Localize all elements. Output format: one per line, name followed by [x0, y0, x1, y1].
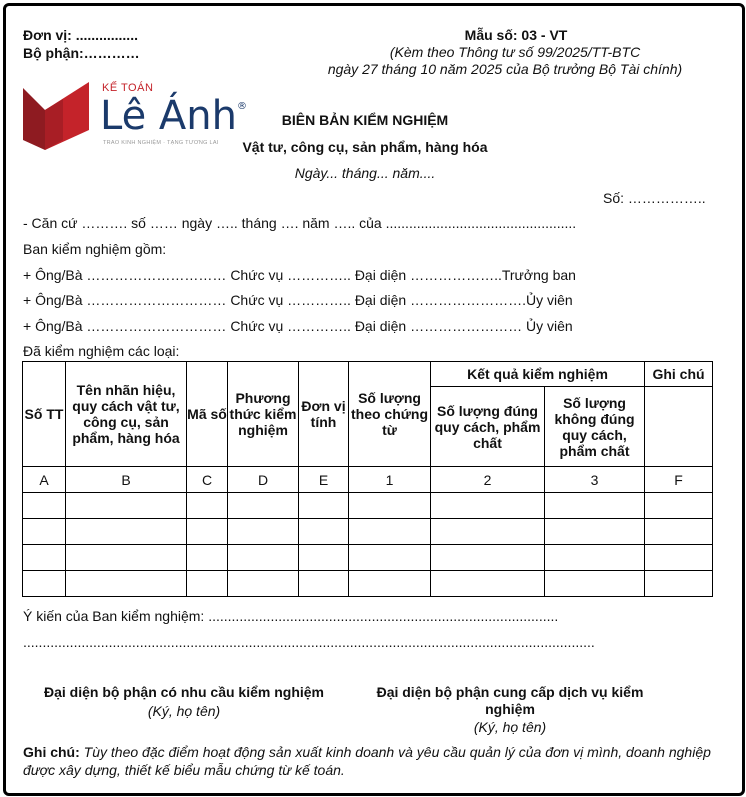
member-line-1: + Ông/Bà ………………………… Chức vụ ………….. Đại diện ………………..Trưởng ban [23, 267, 576, 283]
basis-line: - Căn cứ ………. số …… ngày ….. tháng …. năm ….. của ................................................. [23, 215, 577, 231]
header-code: Mã số [187, 362, 228, 467]
logo-top-text: KẾ TOÁN [102, 82, 154, 94]
header-qty-not-ok: Số lượng không đúng quy cách, phẩm chất [545, 387, 645, 467]
footnote [23, 743, 713, 779]
circular-date: ngày 27 tháng 10 năm 2025 của Bộ trưởng Bộ Tài chính) [327, 61, 683, 77]
header-unit: Đơn vị tính [299, 362, 349, 467]
logo-mark-icon [23, 82, 93, 152]
header-item-name: Tên nhãn hiệu, quy cách vật tư, công cụ, sản phẩm, hàng hóa [66, 362, 187, 467]
department-field: Bộ phận:………… [23, 45, 140, 61]
col-letter: C [187, 467, 228, 493]
col-letter: B [66, 467, 187, 493]
document-number: Số: …………….. [603, 190, 706, 206]
header-qty-ok: Số lượng đúng quy cách, phẩm chất [431, 387, 545, 467]
header-note: Ghi chú [645, 362, 713, 387]
logo-name-text: Lê Ánh [100, 93, 237, 139]
header-qty-document: Số lượng theo chứng từ [349, 362, 431, 467]
col-letter: D [228, 467, 299, 493]
committee-opinion-line-2: ................................................................................................................................................... [23, 634, 595, 650]
table-row [23, 519, 713, 545]
logo-name [100, 93, 247, 139]
col-letter: F [645, 467, 713, 493]
signature-right-title: Đại diện bộ phận cung cấp dịch vụ kiểm nghiệm [376, 684, 644, 717]
col-letter: 1 [349, 467, 431, 493]
header-result-group: Kết quả kiểm nghiệm [431, 362, 645, 387]
col-letter: 3 [545, 467, 645, 493]
registered-mark: ® [236, 100, 247, 112]
committee-opinion: Ý kiến của Ban kiểm nghiệm: .......................................................................................... [23, 608, 559, 624]
date-line: Ngày... tháng... năm.... [294, 165, 436, 181]
header-stt: Số TT [23, 362, 66, 467]
table-row [23, 571, 713, 597]
col-letter: 2 [431, 467, 545, 493]
committee-label: Ban kiểm nghiệm gồm: [23, 241, 167, 257]
signature-left-title: Đại diện bộ phận có nhu cầu kiểm nghiệm [43, 684, 325, 700]
signature-right-note: (Ký, họ tên) [473, 719, 547, 735]
member-line-2: + Ông/Bà ………………………… Chức vụ ………….. Đại diện …………………….Ủy viên [23, 292, 573, 308]
document-subtitle: Vật tư, công cụ, sản phẩm, hàng hóa [242, 139, 488, 155]
document-title: BIÊN BẢN KIỂM NGHIỆM [281, 112, 449, 128]
header-method: Phương thức kiểm nghiệm [228, 362, 299, 467]
member-line-3: + Ông/Bà ………………………… Chức vụ ………….. Đại diện …………………… Ủy viên [23, 318, 573, 334]
table-row [23, 545, 713, 571]
inspected-label: Đã kiểm nghiệm các loại: [23, 343, 180, 359]
form-number: Mẫu số: 03 - VT [464, 27, 568, 43]
signature-left-note: (Ký, họ tên) [147, 703, 221, 719]
footnote-label: Ghi chú: [23, 744, 80, 760]
col-letter: E [299, 467, 349, 493]
circular-reference: (Kèm theo Thông tư số 99/2025/TT-BTC [389, 44, 641, 60]
header-note-blank [645, 387, 713, 467]
table-row [23, 493, 713, 519]
logo-tagline: TRAO KINH NGHIỆM · TẠNG TƯƠNG LAI [103, 140, 219, 146]
unit-field: Đơn vị: ................ [23, 27, 138, 43]
inspection-table [22, 361, 713, 597]
col-letter: A [23, 467, 66, 493]
footnote-text: Tùy theo đặc điểm hoạt động sản xuất kinh doanh và yêu cầu quản lý của đơn vị mình, doanh nghiệp được xây dựng, thiết kế biểu mẫu chứng từ kế toán. [23, 744, 711, 778]
